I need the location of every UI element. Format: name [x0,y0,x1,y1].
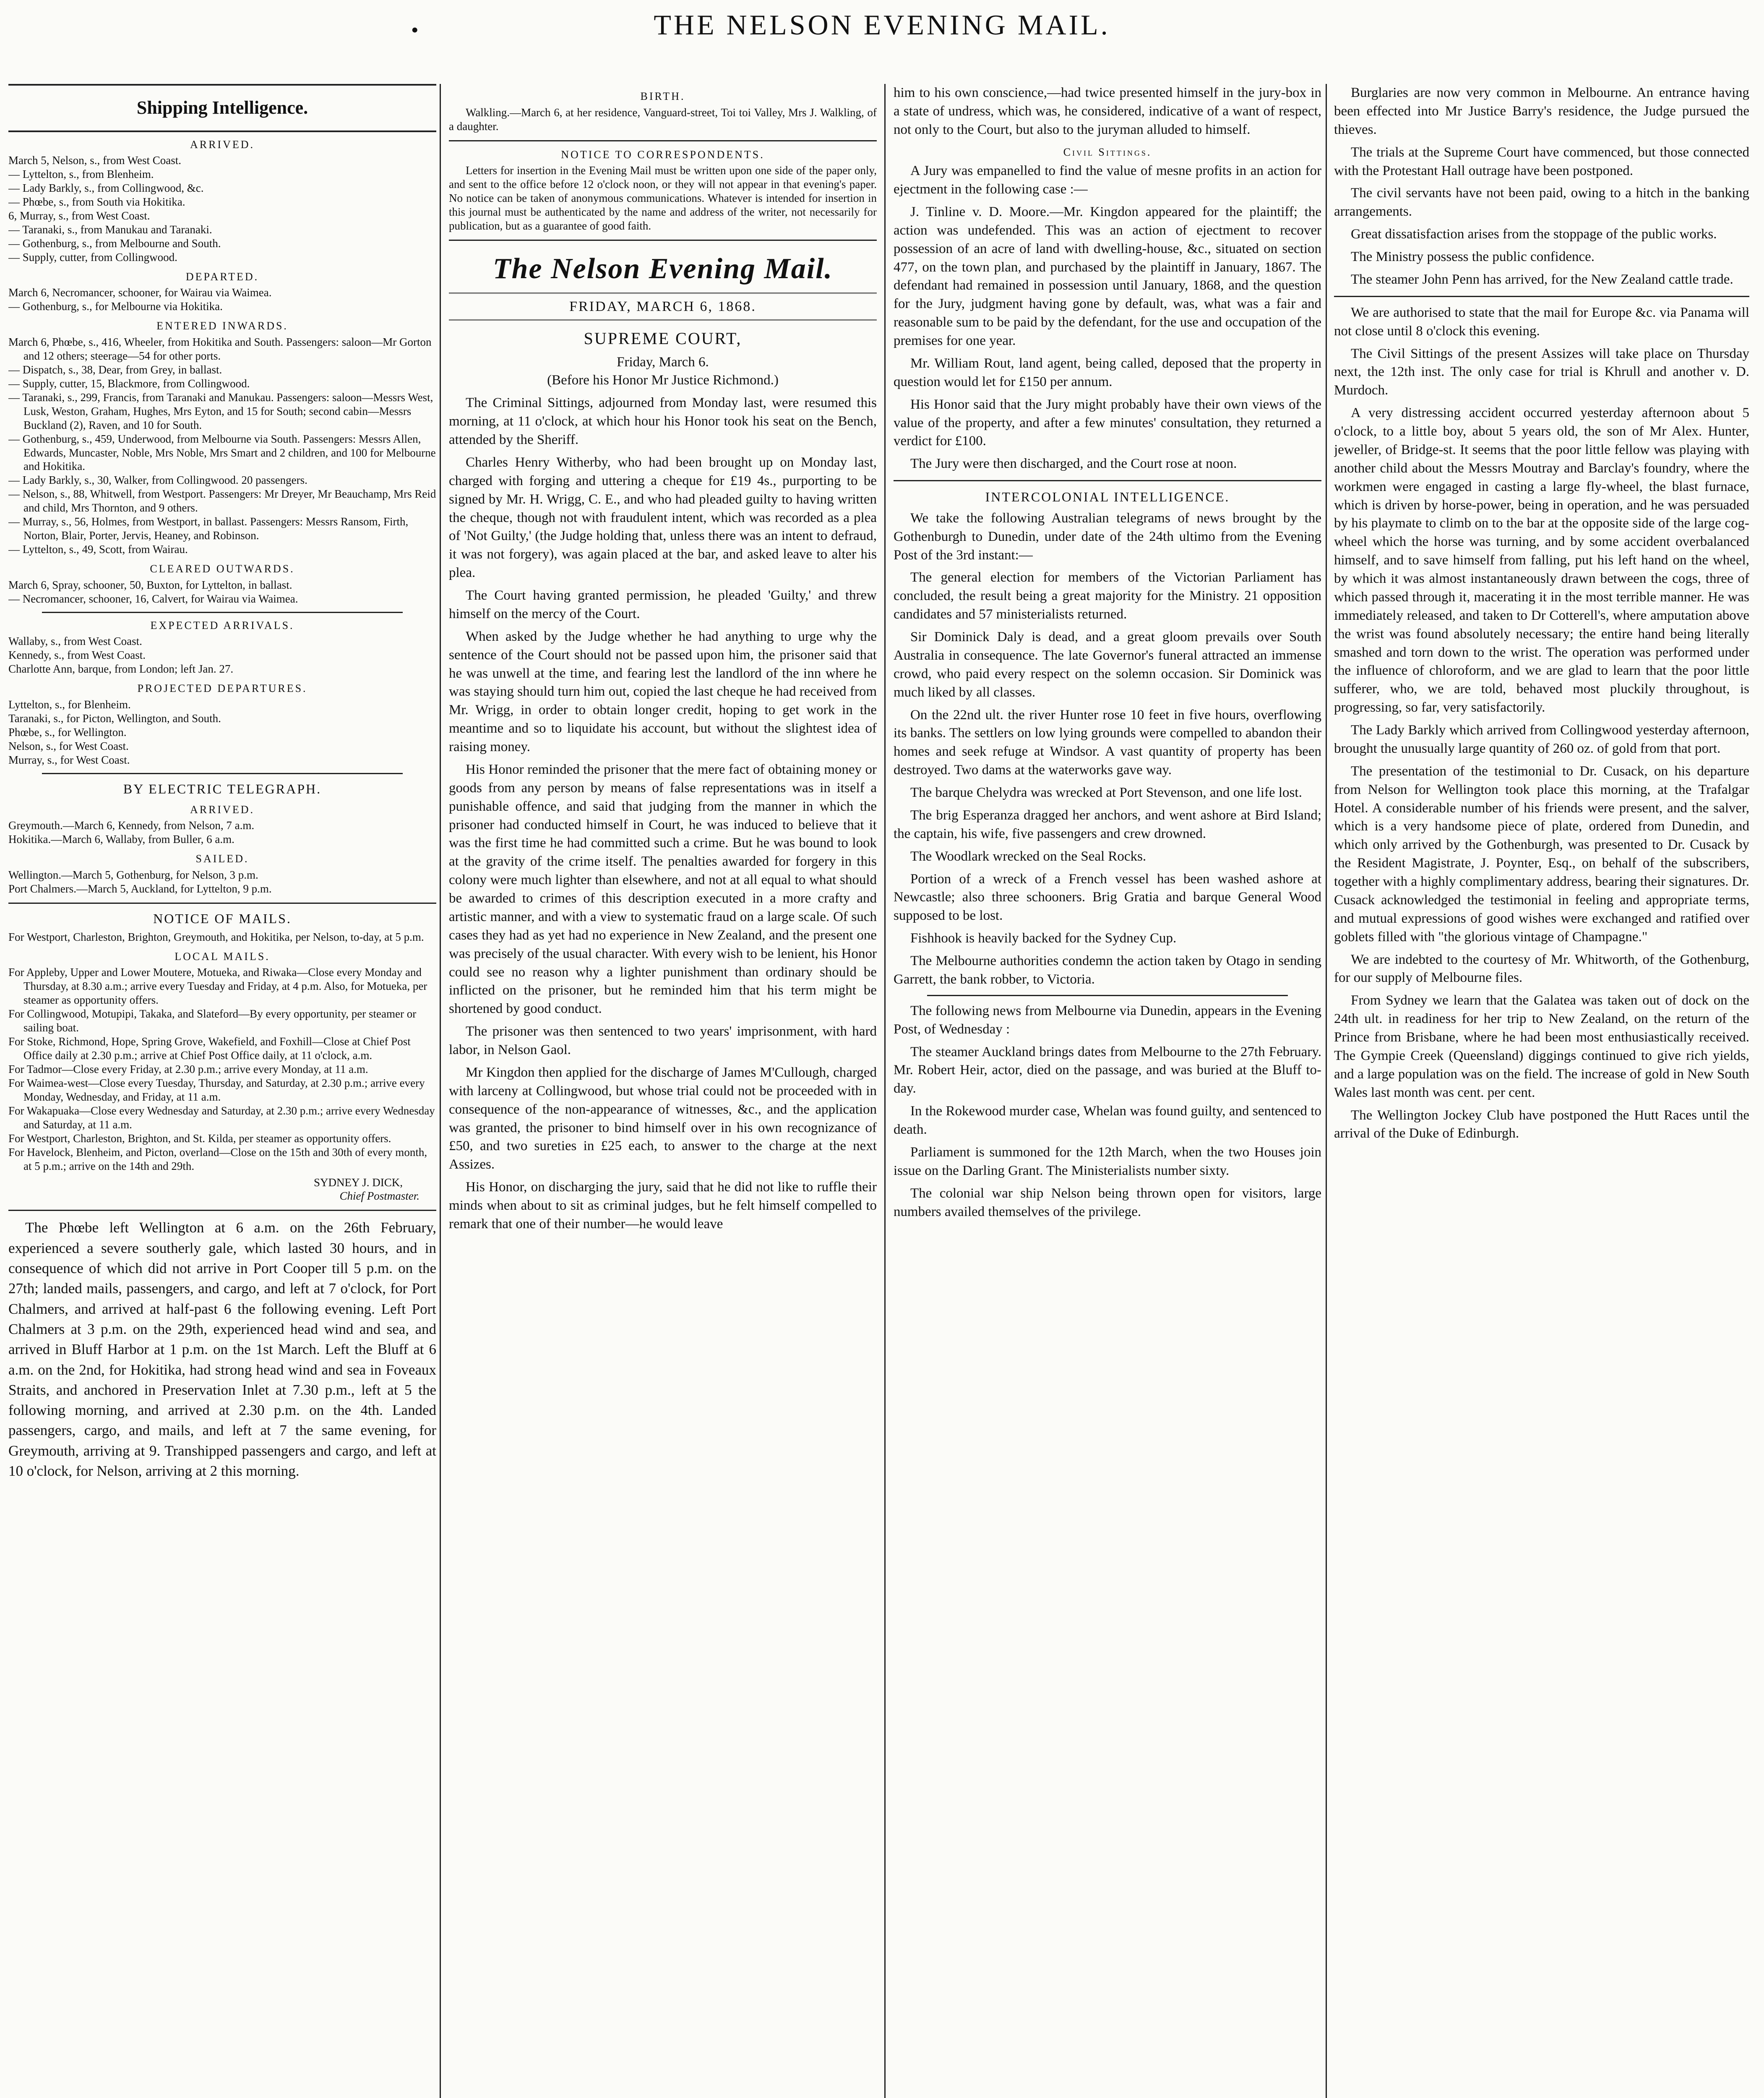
list-item: — Gothenburg, s., 459, Underwood, from Melbourne via South. Passengers: Messrs Allen, Edwards, Muncaster, Noble, Mrs Noble, Mrs Smart and 2 children, and 100 for Melbourne and Hokitika. [8,432,436,473]
article-paragraph: The colonial war ship Nelson being thrown open for visitors, large numbers availed themselves of the privilege. [894,1185,1321,1219]
article-paragraph: The Court having granted permission, he pleaded 'Guilty,' and threw himself on the mercy of the Court. [449,588,877,621]
correspondents-notice [449,148,877,233]
notice-heading: NOTICE TO CORRESPONDENTS. [561,148,765,161]
list-item: For Havelock, Blenheim, and Picton, overland—Close on the 15th and 30th of every month, at 5 p.m.; arrive on the 14th and 29th. [8,1146,427,1172]
shipping-section [8,84,436,132]
article-paragraph: Fishhook is heavily backed for the Sydney Cup. [910,931,1177,946]
article-paragraph: The Woodlark wrecked on the Seal Rocks. [910,848,1146,864]
signature-title: Chief Postmaster. [339,1190,420,1203]
list-item: For Collingwood, Motupipi, Takaka, and Slateford—By every opportunity, per steamer or sailing boat. [8,1007,417,1034]
divider [927,995,1288,996]
list-item: — Lyttelton, s., 49, Scott, from Wairau. [8,543,188,556]
divider [8,903,436,904]
list-item: Wellington.—March 5, Gothenburg, for Nelson, 3 p.m. [8,868,258,881]
article-paragraph: The Lady Barkly which arrived from Collingwood yesterday afternoon, brought the unusually large quantity of 260 oz. of gold from that port. [1334,723,1749,756]
telegraph-heading: BY ELECTRIC TELEGRAPH. [123,781,322,796]
article-paragraph: The following news from Melbourne via Dunedin, appears in the Evening Post, of Wednesday : [894,1003,1321,1037]
list-item: — Nelson, s., 88, Whitwell, from Westport. Passengers: Mr Dreyer, Mr Beauchamp, Mrs Reid and child, Mrs Thornton, and 9 others. [8,488,436,514]
list-item: Murray, s., for West Coast. [8,753,130,766]
dateline: FRIDAY, MARCH 6, 1868. [449,292,877,321]
article-paragraph: We take the following Australian telegrams of news brought by the Gothenburgh to Dunedin, under date of the 24th ultimo from the Evening Post of the 3rd instant:— [894,510,1321,563]
article-paragraph: A very distressing accident occurred yesterday afternoon about 5 o'clock, to a little boy, about 5 years old, the son of Mr Alex. Hunter, jeweller, of Bridge-st. It seems that the poor little fellow was playing with another child about the Messrs Moutray and Barclay's foundry, where the workmen were engaged in casting a large fly-wheel, the blast furnace, which is driven by horse-power, being in operation, and he was persuaded by his playmate to climb on to the bar at the opposite side of the large cog-wheel which the horse was turning, and by some accident overbalanced himself, and to save himself from falling, put his left hand on the wheel, by which it was almost instantaneously drawn between the cogs, three of which passed through it, macerating it in the most terrible manner. He was immediately released, and taken to Dr Cotterell's, where amputation above the wrist was found absolutely necessary; the entire hand being literally smashed and torn down to the wrist. The operation was performed under the influence of chloroform, and we are glad to learn that the poor little sufferer, who, we are told, behaved most pluckily throughout, is progressing, so far, very satisfactorily. [1334,405,1749,715]
list-item: For Wakapuaka—Close every Wednesday and Saturday, at 2.30 p.m.; arrive every Wednesday and Saturday, at 11 a.m. [8,1104,435,1131]
list-item: — Taranaki, s., from Manukau and Taranaki. [8,223,212,236]
list-item: Nelson, s., for West Coast. [8,739,129,752]
article-paragraph: Great dissatisfaction arises from the stoppage of the public works. [1351,227,1717,242]
article-paragraph: The Ministry possess the public confidence. [1351,249,1595,264]
masthead-title: THE NELSON EVENING MAIL. [654,9,1110,41]
column-1 [8,84,436,2098]
list-item: March 5, Nelson, s., from West Coast. [8,154,182,167]
article-paragraph: him to his own conscience,—had twice presented himself in the jury-box in a state of undress, which was, he considered, indicative of a want of respect, not only to the Court, but also to the juryman alluded to himself. [894,85,1321,137]
shipping-list [8,138,436,1211]
list-item: — Lady Barkly, s., from Collingwood, &c. [8,182,204,195]
article-paragraph: We are authorised to state that the mail for Europe &c. via Panama will not close until 8 o'clock this evening. [1334,305,1749,339]
intercolonial-heading: INTERCOLONIAL INTELLIGENCE. [985,489,1230,505]
list-item: Taranaki, s., for Picton, Wellington, and South. [8,712,221,725]
mails-intro: For Westport, Charleston, Brighton, Greymouth, and Hokitika, per Nelson, to-day, at 5 p.m. [8,930,424,943]
article-paragraph: Portion of a wreck of a French vessel has been washed ashore at Newcastle; also three schooners. Brig Gratia and barque General Wood supposed to be lost. [894,871,1321,924]
birth-heading: BIRTH. [640,90,685,102]
column-rule [440,84,441,2098]
entered-heading: ENTERED INWARDS. [156,320,288,332]
list-item: March 6, Phœbe, s., 416, Wheeler, from Hokitika and South. Passengers: saloon—Mr Gorton and 12 others; steerage—54 for other ports. [8,336,432,362]
article-paragraph: His Honor, on discharging the jury, said that he did not like to ruffle their minds when about to sit as criminal judges, but he felt himself compelled to remark that one of their number—he would leave [449,1179,877,1232]
list-item: For Westport, Charleston, Brighton, and St. Kilda, per steamer as opportunity offers. [8,1132,391,1145]
article-paragraph: The presentation of the testimonial to Dr. Cusack, on his departure from Nelson for Wellington took place this morning, at the Trafalgar Hotel. A considerable number of his friends were present, and the salver, which is a very handsome piece of plate, ordered from Dunedin, and which only arrived by the Gothenburgh, was presented to Dr. Cusack by the Resident Magistrate, J. Poynter, Esq., on behalf of the subscribers, together with a highly complimentary address, bearing their signatures. Dr. Cusack acknowledged the testimonial in feeling and appropriate terms, and mutual expressions of good wishes were exchanged and ratified over goblets filled with "the glorious vintage of Champagne." [1334,763,1749,945]
court-heading: SUPREME COURT, [584,329,742,348]
column-rule [884,84,886,2098]
article-paragraph: The Wellington Jockey Club have postponed the Hutt Races until the arrival of the Duke of Edinburgh. [1334,1107,1749,1141]
list-item: For Stoke, Richmond, Hope, Spring Grove, Wakefield, and Foxhill—Close at Chief Post Office daily at 2.30 p.m.; arrive at Chief Post Office daily, at 11 o'clock, a.m. [8,1035,411,1062]
column-2 [449,84,877,2098]
court-judge: (Before his Honor Mr Justice Richmond.) [547,373,779,388]
list-item: — Phœbe, s., from South via Hokitika. [8,196,185,209]
list-item: 6, Murray, s., from West Coast. [8,209,150,222]
article-paragraph: The brig Esperanza dragged her anchors, and went ashore at Bird Island; the captain, his wife, five passengers and crew drowned. [894,807,1321,841]
article-paragraph: His Honor said that the Jury might probably have their own views of the value of the property, and after a few minutes' consultation, they returned a verdict for £100. [894,397,1321,449]
article-paragraph: A Jury was empanelled to find the value of mesne profits in an action for ejectment in the following case :— [894,163,1321,197]
mails-heading: NOTICE OF MAILS. [153,911,292,926]
list-item: — Necromancer, schooner, 16, Calvert, for Wairau via Waimea. [8,592,298,605]
divider [42,773,403,774]
court-subheading: Friday, March 6. [617,354,709,370]
phoebe-paragraph: The Phœbe left Wellington at 6 a.m. on the 26th February, experienced a severe southerly gale, which lasted 30 hours, and in consequence of which did not arrive in Port Cooper till 5 p.m. on the 27th; landed mails, passengers, and cargo, and left at 7 o'clock, for Port Chalmers, and arrived at half-past 6 the following evening. Left Port Chalmers at 3 p.m. on the 29th, experienced head wind and sea, and arrived in Bluff Harbor at 1 p.m. on the 1st March. Left the Bluff at 6 a.m. on the 2nd, for Hokitika, had strong head wind and sea in Foveaux Straits, and anchored in Preservation Inlet at 7.30 p.m., left at 5 the following morning, and arrived at 2.30 p.m. on the 4th. Landed passengers, cargo, and mails, and left at 7 the same evening, for Greymouth, arriving at 9. Transhipped passengers and cargo, and left at 10 o'clock, for Nelson, arriving at 2 this morning. [8,1219,436,1479]
birth-text: Walkling.—March 6, at her residence, Vanguard-street, Toi toi Valley, Mrs J. Walkling, of a daughter. [449,106,877,133]
article-paragraph: The steamer John Penn has arrived, for the New Zealand cattle trade. [1351,271,1733,287]
column-3 [894,84,1321,2098]
birth-notice [449,90,877,133]
list-item: Wallaby, s., from West Coast. [8,635,142,648]
list-item: — Taranaki, s., 299, Francis, from Taranaki and Manukau. Passengers: saloon—Messrs West, Lusk, Weston, Graham, Hughes, Mrs Eyton, and 15 for South; second cabin—Messrs Buckland (2), Raven, and 10 for South. [8,391,433,431]
article-paragraph: The Civil Sittings of the present Assizes will take place on Thursday next, the 12th inst. The only case for trial is Khrull and another v. D. Murdoch. [1334,346,1749,398]
article-paragraph: J. Tinline v. D. Moore.—Mr. Kingdon appeared for the plaintiff; the action was undefended. This was an action of ejectment to recover possession of an acre of land with dwelling-house, &c., situated on section 477, on the town plan, and purchased by the plaintiff in January, 1867. The defendant had remained in possession until January, 1868, and the question for the Jury, judgment having gone by default, was, what was a fair and reasonable sum to be paid by the defendant, for the use and occupation of the premises for one year. [894,204,1321,349]
list-item: Port Chalmers.—March 5, Auckland, for Lyttelton, 9 p.m. [8,882,272,895]
list-item: For Waimea-west—Close every Tuesday, Thursday, and Saturday, at 2.30 p.m.; arrive every Monday, Wednesday, and Friday, at 11 a.m. [8,1076,425,1103]
article-paragraph: The Jury were then discharged, and the Court rose at noon. [910,456,1237,472]
list-item: For Tadmor—Close every Friday, at 2.30 p.m.; arrive every Monday, at 11 a.m. [8,1063,368,1076]
arrived-heading: ARRIVED. [190,138,255,151]
column-4 [1334,84,1749,2098]
article-paragraph: The Melbourne authorities condemn the action taken by Otago in sending Garrett, the bank robber, to Victoria. [894,953,1321,987]
article-paragraph: Mr Kingdon then applied for the discharge of James M'Cullough, charged with larceny at Collingwood, but whose trial could not be proceeded with in consequence of the non-appearance of witnesses, &c., and the application was granted, the prisoner to bind himself over in his own recognizance of £50, and two sureties in £25 each, to answer to the charge at the next Assizes. [449,1065,877,1172]
column-rule [1326,84,1327,2098]
projected-heading: PROJECTED DEPARTURES. [137,682,307,695]
arrived-list [8,154,436,264]
shipping-title: Shipping Intelligence. [136,97,308,118]
article-paragraph: Charles Henry Witherby, who had been brought up on Monday last, charged with forging and uttering a cheque for £19 4s., purporting to be signed by Mr. H. Wrigg, C. E., and who had pleaded guilty to having written the cheque, though not with fraudulent intent, which was recorded as a plea of 'Not Guilty,' (the Judge holding that, unless there was an intent to defraud, it was not forgery), was again placed at the bar, and asked leave to alter his plea. [449,454,877,581]
article-paragraph: His Honor reminded the prisoner that the mere fact of obtaining money or goods from any person by means of false representations was in itself a punishable offence, and said that judging from the manner in which the prisoner had conducted himself in Court, he was induced to believe that it was the first time he had committed such a crime. But he was bound to look at the gravity of the crime itself. The penalties awarded for forgery in this colony were much lighter than elsewhere, and not at all equal to what should be awarded to crimes of this description executed in a more crafty and artistic manner, and with a view to systematic fraud on a large scale. Of such cases they had as yet had no experience in New Zealand, and the present one was precisely of the usual character. With every wish to be lenient, his Honor could see no reason why a lighter punishment than ordinary should be inflicted on the prisoner, but he reminded him that his term might be shortened by good conduct. [449,762,877,1017]
divider [8,1210,436,1211]
list-item: — Gothenburg, s., for Melbourne via Hokitika. [8,300,223,313]
cleared-heading: CLEARED OUTWARDS. [150,563,295,575]
civil-sittings-heading: Civil Sittings. [1063,146,1152,158]
article-paragraph: Parliament is summoned for the 12th March, when the two Houses join issue on the Darling Grant. The Ministerialists number sixty. [894,1144,1321,1178]
expected-heading: EXPECTED ARRIVALS. [150,619,294,631]
signature: SYDNEY J. DICK, [313,1176,403,1189]
list-item: — Lady Barkly, s., 30, Walker, from Collingwood. 20 passengers. [8,474,307,487]
list-item: For Appleby, Upper and Lower Moutere, Motueka, and Riwaka—Close every Monday and Thursday, at 8.30 a.m.; arrive every Tuesday and Friday, at 4 p.m. Also, for Motueka, per steamer as opportunity offers. [8,966,427,1007]
article-paragraph: Mr. William Rout, land agent, being called, deposed that the property in question would let for £150 per annum. [894,355,1321,389]
list-item: — Dispatch, s., 38, Dear, from Grey, in ballast. [8,363,222,376]
article-paragraph: The Criminal Sittings, adjourned from Monday last, were resumed this morning, at 11 o'clock, at which hour his Honor took his seat on the Bench, attended by the Sheriff. [449,395,877,447]
article-paragraph: The prisoner was then sentenced to two years' imprisonment, with hard labor, in Nelson Gaol. [449,1024,877,1057]
article-paragraph: On the 22nd ult. the river Hunter rose 10 feet in five hours, overflowing its banks. The settlers on low lying grounds were compelled to abandon their homes and seek refuge at Windsor. A vast quantity of property has been destroyed. Two dams at the waterworks gave way. [894,707,1321,778]
list-item: — Supply, cutter, from Collingwood. [8,251,177,264]
list-item: — Lyttelton, s., from Blenheim. [8,168,154,181]
article-paragraph: The barque Chelydra was wrecked at Port Stevenson, and one life lost. [910,785,1302,800]
list-item: Kennedy, s., from West Coast. [8,649,146,662]
article-paragraph: The general election for members of the Victorian Parliament has concluded, the result being a great majority for the Ministry. 21 opposition candidates and 57 ministerialists returned. [894,570,1321,622]
list-item: — Gothenburg, s., from Melbourne and South. [8,237,221,250]
list-item: Charlotte Ann, barque, from London; left Jan. 27. [8,663,234,676]
list-item: Greymouth.—March 6, Kennedy, from Nelson, 7 a.m. [8,819,255,832]
local-mails-heading: LOCAL MAILS. [175,950,270,963]
article-paragraph: We are indebted to the courtesy of Mr. Whitworth, of the Gothenburg, for our supply of Melbourne files. [1334,952,1749,986]
article-paragraph: Burglaries are now very common in Melbourne. An entrance having been effected into Mr Justice Barry's residence, the Judge pursued the thieves. [1334,85,1749,137]
tel-arrived-heading: ARRIVED. [190,803,255,816]
list-item: Phœbe, s., for Wellington. [8,725,127,738]
bullet-mark: • [411,18,421,42]
article-paragraph: The steamer Auckland brings dates from Melbourne to the 27th February. Mr. Robert Heir, actor, died on the passage, and was buried at the Bluff to-day. [894,1044,1321,1096]
divider [449,140,877,141]
divider [1334,296,1749,297]
list-item: March 6, Spray, schooner, 50, Buxton, for Lyttelton, in ballast. [8,578,292,591]
article-paragraph: Sir Dominick Daly is dead, and a great gloom prevails over South Australia in consequence. The late Governor's funeral attracted an immense crowd, who paid every respect on the solemn occasion. Sir Dominick was much liked by all classes. [894,629,1321,700]
list-item: — Supply, cutter, 15, Blackmore, from Collingwood. [8,377,250,390]
divider [449,240,877,241]
masthead [0,8,1764,59]
article-paragraph: In the Rokewood murder case, Whelan was found guilty, and sentenced to death. [894,1104,1321,1137]
article-paragraph: The trials at the Supreme Court have commenced, but those connected with the Protestant Hall outrage have been postponed. [1334,144,1749,178]
divider [894,480,1321,481]
tel-sailed-heading: SAILED. [195,853,249,865]
list-item: March 6, Necromancer, schooner, for Wairau via Waimea. [8,286,272,299]
paper-title: The Nelson Evening Mail. [492,253,833,285]
list-item: Lyttelton, s., for Blenheim. [8,698,131,711]
list-item: — Murray, s., 56, Holmes, from Westport, in ballast. Passengers: Messrs Ransom, Firth, Norton, Blair, Porter, Jervis, Heaney, and Robinson. [8,515,409,542]
article-paragraph: When asked by the Judge whether he had anything to urge why the sentence of the Court should not be passed upon him, the prisoner said that he was unwell at the time, and fearing lest the landlord of the inn where he was staying should turn him out, copied the last cheque he had received from Mr. Wrigg, in order to obtain longer credit, hoping to get work in the meantime and so to liquidate his account, but without the slightest idea of raising money. [449,629,877,754]
notice-text: Letters for insertion in the Evening Mail must be written upon one side of the paper only, and sent to the office before 12 o'clock noon, or they will not appear in that evening's paper. No notice can be taken of anonymous communications. Whatever is intended for insertion in this journal must be authenticated by the name and address of the writer, not necessarily for publication, but as a guarantee of good faith. [449,164,877,232]
list-item: Hokitika.—March 6, Wallaby, from Buller, 6 a.m. [8,833,235,846]
article-paragraph: The civil servants have not been paid, owing to a hitch in the banking arrangements. [1334,185,1749,219]
departed-heading: DEPARTED. [185,270,259,283]
article-paragraph: From Sydney we learn that the Galatea was taken out of dock on the 24th ult. in readiness for her trip to New Zealand, on the return of the Prince from Brisbane, where he had been most enthusiastically received. The Gympie Creek (Queensland) diggings continued to give rich yields, and a large population was on the field. The increase of gold in New South Wales last month was cent. per cent. [1334,993,1749,1100]
divider [42,612,403,613]
